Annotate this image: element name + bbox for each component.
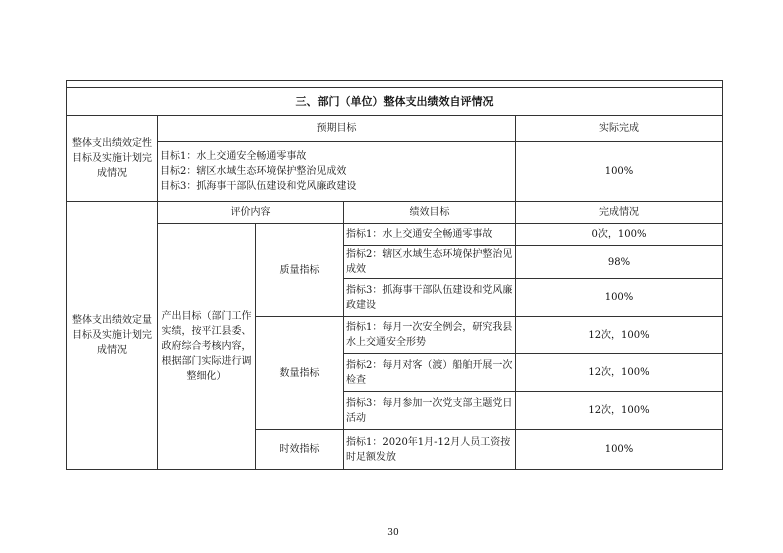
group-name-timeliness: 时效指标	[256, 430, 344, 470]
overall-goals-cell	[158, 142, 516, 202]
done-cell: 12次，100%	[516, 317, 723, 354]
page-number: 30	[387, 528, 399, 538]
target-cell: 指标2：每月对客（渡）船舶开展一次检查	[344, 354, 516, 392]
target-cell: 指标2：辖区水域生态环境保护整治见成效	[344, 246, 516, 279]
goal-3: 目标3：抓海事干部队伍建设和党风廉政建设	[160, 181, 357, 192]
performance-table	[66, 80, 723, 470]
done-cell: 0次，100%	[516, 224, 723, 246]
target-cell: 指标1：水上交通安全畅通零事故	[344, 224, 516, 246]
goal-2: 目标2：辖区水域生态环境保护整治见成效	[160, 166, 347, 177]
done-header: 完成情况	[516, 202, 723, 224]
done-cell: 12次，100%	[516, 392, 723, 430]
done-cell: 100%	[516, 279, 723, 317]
quant-row-label: 整体支出绩效定量目标及实施计划完成情况	[67, 202, 158, 470]
target-cell: 指标1：2020年1月-12月人员工资按时足额发放	[344, 430, 516, 470]
group-name-quantity: 数量指标	[256, 317, 344, 430]
section-title: 三、部门（单位）整体支出绩效自评情况	[67, 88, 723, 116]
overall-row-label: 整体支出绩效定性目标及实施计划完成情况	[67, 116, 158, 202]
overall-actual: 100%	[516, 142, 723, 202]
done-cell: 98%	[516, 246, 723, 279]
actual-header-cell	[516, 116, 723, 142]
eval-content-header: 评价内容	[158, 202, 344, 224]
section-title-row	[67, 88, 723, 116]
overall-header-row	[67, 116, 723, 142]
group-name-quality: 质量指标	[256, 224, 344, 317]
top-gap-row	[67, 81, 723, 88]
done-cell: 12次，100%	[516, 354, 723, 392]
target-cell: 指标3：每月参加一次党支部主题党日活动	[344, 392, 516, 430]
done-cell: 100%	[516, 430, 723, 470]
output-target-label: 产出目标（部门工作实绩，按平江县委、政府综合考核内容，根据部门实际进行调整细化）	[158, 224, 256, 470]
target-cell: 指标1：每月一次安全例会，研究我县水上交通安全形势	[344, 317, 516, 354]
overall-goals-row	[67, 142, 723, 202]
table-row	[67, 224, 723, 246]
target-cell: 指标3：抓海事干部队伍建设和党风廉政建设	[344, 279, 516, 317]
quant-header-row	[67, 202, 723, 224]
target-header: 绩效目标	[344, 202, 516, 224]
goal-1: 目标1：水上交通安全畅通零事故	[160, 151, 307, 162]
actual-complete-header: 实际完成	[599, 123, 639, 134]
expected-goal-header: 预期目标	[158, 116, 516, 142]
